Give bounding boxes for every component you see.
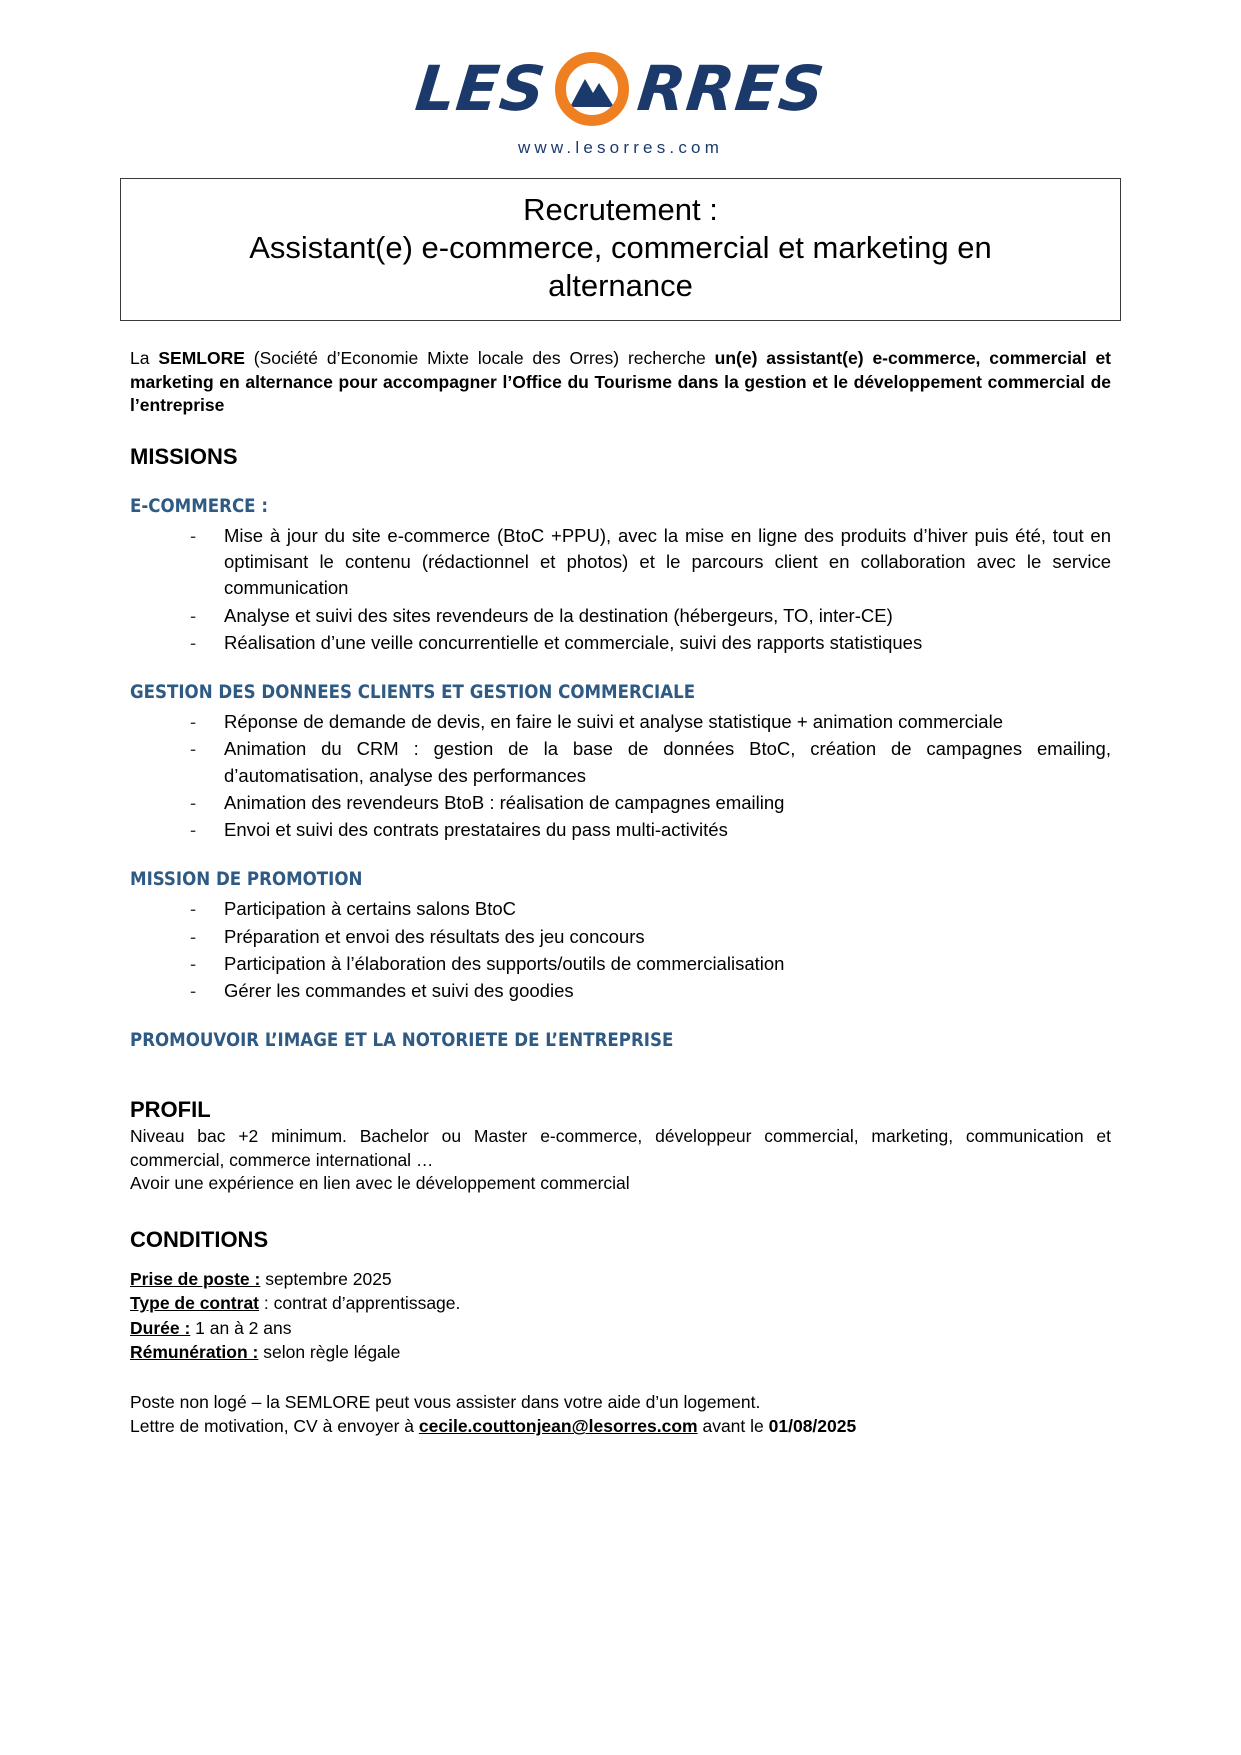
profil-line-1: Niveau bac +2 minimum. Bachelor ou Master e-commerce, développeur commercial, marketing, communication et commercial, commerce international … [130, 1126, 1111, 1170]
document-body [130, 347, 1111, 1438]
closing-block [130, 1390, 1111, 1439]
title-box [120, 178, 1121, 321]
subsection-heading-promouvoir-image: PROMOUVOIR L’IMAGE ET LA NOTORIETE DE L’ENTREPRISE [130, 1030, 674, 1052]
closing-text-mid: avant le [697, 1416, 769, 1437]
condition-value: septembre 2025 [260, 1269, 392, 1290]
condition-label: Type de contrat [130, 1293, 260, 1314]
intro-paragraph [130, 347, 1111, 417]
list-item: - Participation à l’élaboration des supports/outils de commercialisation [162, 951, 1111, 977]
title-line-alternance: alternance [548, 267, 693, 303]
mission-list-promotion [130, 896, 1111, 1004]
list-item: - Réalisation d’une veille concurrentielle et commerciale, suivi des rapports statistiques [162, 630, 1111, 656]
missions-heading: MISSIONS [130, 443, 238, 469]
condition-row-remuneration [130, 1340, 1111, 1364]
condition-label: Durée : [130, 1317, 191, 1338]
list-item: - Gérer les commandes et suivi des goodies [162, 978, 1111, 1004]
contact-email-link[interactable]: cecile.couttonjean@lesorres.com [418, 1416, 698, 1437]
mission-list-e-commerce [130, 523, 1111, 656]
logo-text-orres: RRES [634, 52, 829, 125]
mountain-in-circle-icon [555, 52, 629, 126]
logo-text-les: LES [412, 52, 550, 125]
condition-row-duree [130, 1316, 1111, 1340]
profil-heading: PROFIL [130, 1097, 211, 1123]
list-item: - Envoi et suivi des contrats prestataires du pass multi-activités [162, 817, 1111, 843]
application-deadline: 01/08/2025 [768, 1416, 857, 1437]
closing-text-pre: Lettre de motivation, CV à envoyer à [130, 1416, 419, 1437]
condition-value: : contrat d’apprentissage. [259, 1293, 461, 1314]
profil-paragraph [130, 1125, 1111, 1195]
subsection-heading-gestion-donnees: GESTION DES DONNEES CLIENTS ET GESTION COMMERCIALE [130, 682, 696, 704]
profil-line-2: Avoir une expérience en lien avec le développement commercial [130, 1173, 630, 1193]
condition-value: 1 an à 2 ans [190, 1317, 292, 1338]
list-item: - Réponse de demande de devis, en faire le suivi et analyse statistique + animation commerciale [162, 709, 1111, 735]
subsection-heading-promotion: MISSION DE PROMOTION [130, 869, 363, 891]
intro-role-emphasis: un(e) assistant(e) e-commerce, commercial et marketing en alternance pour accompagner l’Office du Tourisme dans la gestion et le développement commercial de l’entreprise [130, 348, 1111, 416]
condition-row-type-de-contrat [130, 1291, 1111, 1315]
company-name: SEMLORE [158, 348, 245, 369]
list-item: - Animation des revendeurs BtoB : réalisation de campagnes emailing [162, 790, 1111, 816]
subsection-heading-e-commerce: E-COMMERCE : [130, 495, 269, 517]
intro-text-2: (Société d’Economie Mixte locale des Orres) recherche [244, 348, 715, 369]
list-item: - Animation du CRM : gestion de la base de données BtoC, création de campagnes emailing, d’automatisation, analyse des performances [162, 736, 1111, 789]
conditions-heading: CONDITIONS [130, 1227, 269, 1253]
website-url: www.lesorres.com [517, 138, 724, 157]
list-item: - Participation à certains salons BtoC [162, 896, 1111, 922]
logo-header [0, 0, 1241, 158]
logo-lockup [412, 52, 829, 126]
list-item: - Préparation et envoi des résultats des jeu concours [162, 924, 1111, 950]
mission-list-gestion-donnees [130, 709, 1111, 843]
list-item: - Analyse et suivi des sites revendeurs de la destination (hébergeurs, TO, inter-CE) [162, 603, 1111, 629]
condition-row-prise-de-poste [130, 1267, 1111, 1291]
title-line-role: Assistant(e) e-commerce, commercial et marketing en [249, 229, 992, 265]
condition-label: Prise de poste : [130, 1269, 261, 1290]
closing-line-application [130, 1414, 1111, 1439]
list-item: - Mise à jour du site e-commerce (BtoC +PPU), avec la mise en ligne des produits d’hiver puis été, tout en optimisant le contenu (rédactionnel et photos) et le parcours client en collaboration avec le service communication [162, 523, 1111, 602]
condition-label: Rémunération : [130, 1341, 259, 1362]
intro-text-1: La [130, 348, 159, 369]
title-line-recrutement: Recrutement : [523, 192, 718, 227]
condition-value: selon règle légale [258, 1341, 401, 1362]
closing-line-logement: Poste non logé – la SEMLORE peut vous assister dans votre aide d’un logement. [130, 1391, 761, 1412]
